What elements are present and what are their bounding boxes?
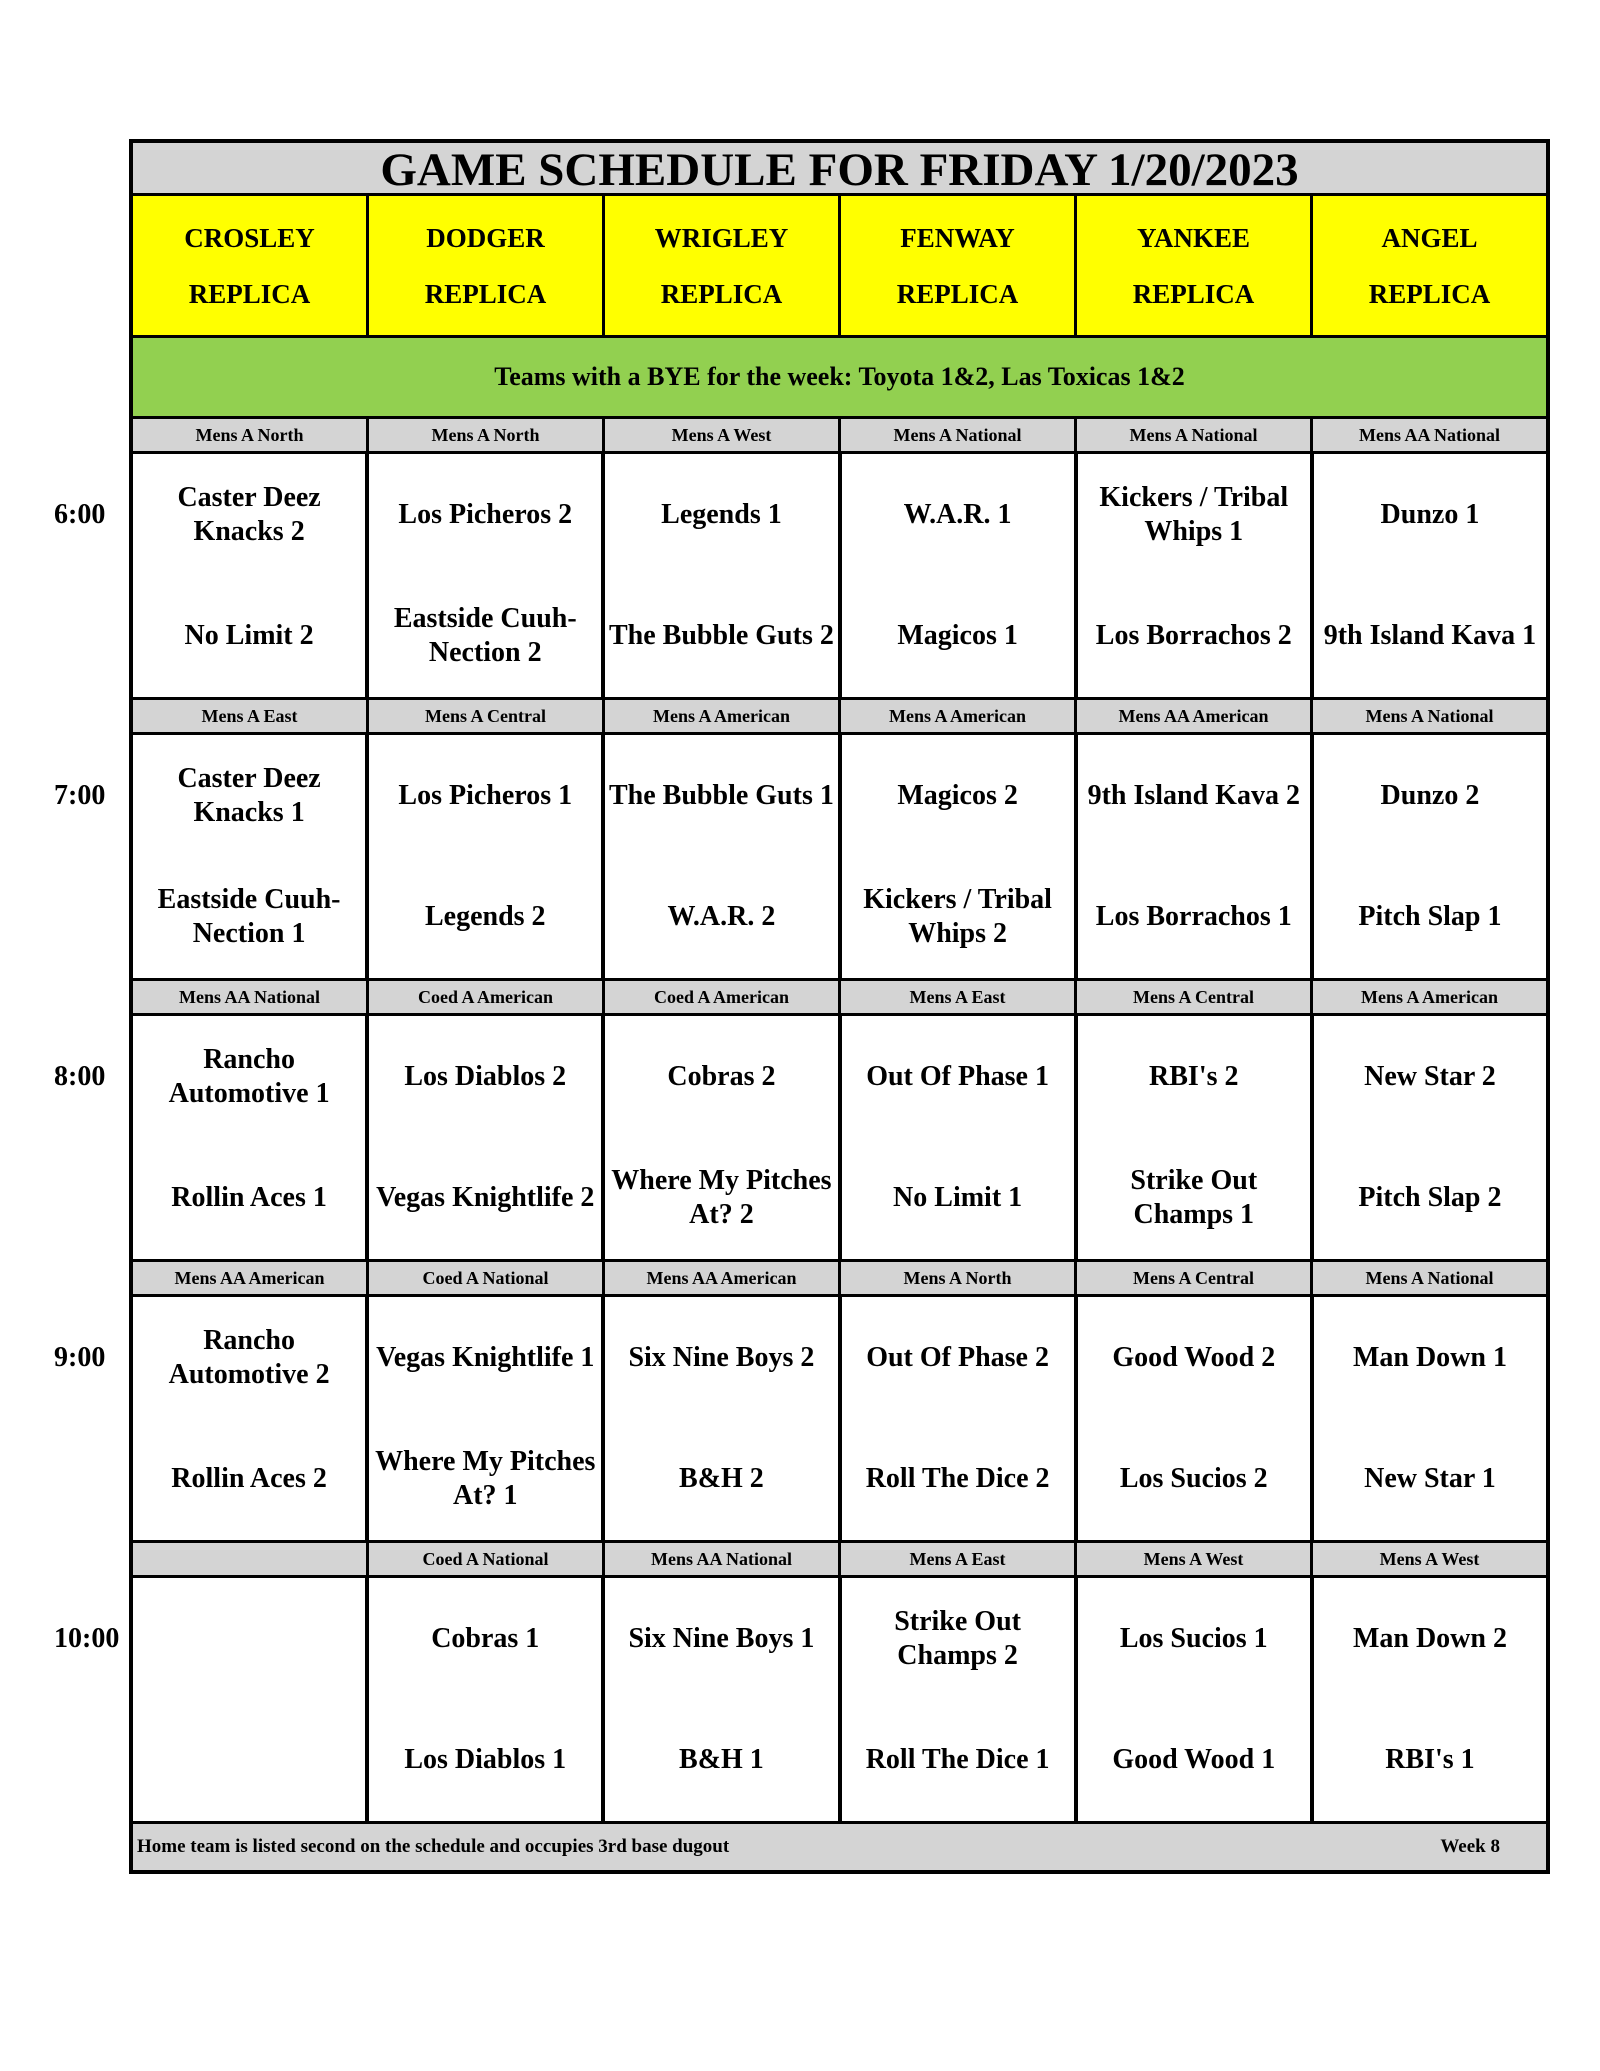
away-team: Vegas Knightlife 1 — [376, 1341, 595, 1373]
home-team: Kickers / Tribal Whips 2 — [863, 884, 1052, 950]
home-team: Los Borrachos 1 — [1095, 901, 1292, 933]
away-team: Rancho Automotive 1 — [168, 1043, 330, 1109]
field-name: FENWAY — [900, 222, 1015, 253]
away-team: Magicos 2 — [897, 779, 1018, 811]
home-team: Los Diablos 1 — [404, 1744, 567, 1776]
division-label: Mens A East — [841, 1543, 1077, 1575]
division-label: Mens A North — [841, 1262, 1077, 1294]
game-cell — [133, 1297, 368, 1540]
division-label: Mens A Central — [369, 700, 605, 732]
division-row — [133, 700, 1546, 735]
game-cell — [133, 735, 368, 978]
game-cell — [368, 735, 604, 978]
away-team: Out Of Phase 1 — [866, 1060, 1049, 1092]
away-team: Cobras 2 — [667, 1060, 776, 1092]
game-row — [133, 1016, 1546, 1262]
footer — [133, 1824, 1546, 1870]
away-team: Man Down 1 — [1352, 1341, 1507, 1373]
home-team: Good Wood 1 — [1112, 1744, 1276, 1776]
home-team: Where My Pitches At? 2 — [611, 1165, 832, 1231]
game-cell — [841, 1016, 1077, 1259]
home-team: B&H 2 — [679, 1463, 764, 1495]
away-team: The Bubble Guts 1 — [609, 779, 834, 811]
away-team: Dunzo 1 — [1380, 498, 1480, 530]
away-team: Los Sucios 1 — [1119, 1622, 1268, 1654]
division-label: Mens A East — [133, 700, 369, 732]
field-sub: REPLICA — [896, 278, 1019, 309]
away-team: Kickers / Tribal Whips 1 — [1099, 481, 1289, 547]
away-team: Strike Out Champs 2 — [894, 1605, 1021, 1671]
home-team: Strike Out Champs 1 — [1130, 1165, 1258, 1231]
division-label: Mens AA National — [133, 981, 369, 1013]
field-name: ANGEL — [1381, 222, 1478, 253]
division-row — [133, 981, 1546, 1016]
away-team: Six Nine Boys 1 — [628, 1622, 815, 1654]
game-cell — [1077, 1578, 1313, 1821]
home-team: Roll The Dice 1 — [865, 1744, 1050, 1776]
game-cell — [1077, 735, 1313, 978]
game-row — [133, 1297, 1546, 1543]
away-team: Legends 1 — [661, 498, 782, 530]
home-team: No Limit 2 — [184, 620, 314, 652]
away-team: Dunzo 2 — [1380, 779, 1480, 811]
home-team: 9th Island Kava 1 — [1323, 620, 1537, 652]
away-team: Caster Deez Knacks 1 — [177, 762, 321, 828]
game-cell — [133, 1016, 368, 1259]
field-angel — [1313, 196, 1546, 335]
home-team: Legends 2 — [424, 901, 546, 933]
away-team: Man Down 2 — [1352, 1622, 1507, 1654]
game-cell — [1313, 735, 1546, 978]
game-cell — [841, 735, 1077, 978]
field-name: WRIGLEY — [654, 222, 789, 253]
game-cell — [368, 1297, 604, 1540]
division-row — [133, 1262, 1546, 1297]
game-cell — [1313, 1578, 1546, 1821]
home-team: Eastside Cuuh-Nection 1 — [157, 884, 341, 950]
away-team: Rancho Automotive 2 — [168, 1324, 330, 1390]
away-team: Good Wood 2 — [1112, 1341, 1276, 1373]
footer-week: Week 8 — [1440, 1836, 1500, 1857]
division-label: Coed A American — [369, 981, 605, 1013]
time-slots — [133, 419, 1546, 1824]
game-cell — [841, 454, 1077, 697]
field-sub: REPLICA — [1132, 278, 1255, 309]
field-name: CROSLEY — [184, 222, 315, 253]
home-team: Rollin Aces 1 — [171, 1182, 327, 1214]
field-name: DODGER — [426, 222, 545, 253]
game-cell — [604, 735, 840, 978]
field-fenway — [841, 196, 1077, 335]
bye-banner: Teams with a BYE for the week: Toyota 1&2, Las Toxicas 1&2 — [133, 338, 1546, 419]
field-sub: REPLICA — [188, 278, 311, 309]
field-sub: REPLICA — [1368, 278, 1491, 309]
division-label: Mens A American — [841, 700, 1077, 732]
field-dodger — [369, 196, 605, 335]
game-row — [133, 735, 1546, 981]
away-team: Cobras 1 — [431, 1622, 540, 1654]
game-row — [133, 1578, 1546, 1824]
home-team — [133, 1700, 365, 1822]
game-cell — [1313, 454, 1546, 697]
division-label: Mens A Central — [1077, 981, 1313, 1013]
game-row — [133, 454, 1546, 700]
away-team: New Star 2 — [1364, 1060, 1496, 1092]
division-label: Mens A West — [605, 419, 841, 451]
home-team: Vegas Knightlife 2 — [376, 1182, 595, 1214]
division-label: Mens A National — [1365, 1268, 1494, 1288]
home-team: Rollin Aces 2 — [171, 1463, 327, 1495]
division-label: Mens A National — [1365, 706, 1494, 726]
division-label: Mens AA American — [133, 1262, 369, 1294]
page-title: GAME SCHEDULE FOR FRIDAY 1/20/2023 — [133, 143, 1546, 196]
division-label: Mens AA American — [1077, 700, 1313, 732]
division-label: Coed A American — [605, 981, 841, 1013]
home-team: Pitch Slap 1 — [1358, 901, 1502, 933]
game-cell — [1077, 454, 1313, 697]
away-team — [133, 1578, 365, 1700]
game-cell — [133, 454, 368, 697]
away-team: Out Of Phase 2 — [866, 1341, 1049, 1373]
footer-note: Home team is listed second on the schedule and occupies 3rd base dugout — [137, 1836, 730, 1857]
division-label: Mens A American — [1361, 987, 1498, 1007]
division-label: Mens A American — [605, 700, 841, 732]
home-team: Where My Pitches At? 1 — [375, 1446, 596, 1512]
schedule-table — [129, 139, 1550, 1874]
field-crosley — [133, 196, 369, 335]
game-cell — [133, 1578, 368, 1821]
division-label: Coed A National — [369, 1262, 605, 1294]
home-team: Los Sucios 2 — [1119, 1463, 1268, 1495]
division-row — [133, 419, 1546, 454]
division-label: Mens A National — [1077, 419, 1313, 451]
away-team: Los Picheros 2 — [398, 498, 573, 530]
division-label: Mens AA American — [605, 1262, 841, 1294]
field-yankee — [1077, 196, 1313, 335]
division-label: Mens A Central — [1077, 1262, 1313, 1294]
division-label: Mens AA National — [605, 1543, 841, 1575]
game-cell — [1077, 1016, 1313, 1259]
away-team: RBI's 2 — [1149, 1060, 1239, 1092]
away-team: Caster Deez Knacks 2 — [177, 481, 321, 547]
field-name: YANKEE — [1136, 222, 1251, 253]
division-label: Mens A West — [1379, 1549, 1480, 1569]
away-team: Six Nine Boys 2 — [628, 1341, 815, 1373]
game-cell — [1313, 1016, 1546, 1259]
field-sub: REPLICA — [660, 278, 783, 309]
home-team: Los Borrachos 2 — [1095, 620, 1292, 652]
game-cell — [604, 1016, 840, 1259]
division-label: Mens AA National — [1358, 425, 1500, 445]
game-cell — [604, 1578, 840, 1821]
field-header-row — [133, 196, 1546, 338]
division-row — [133, 1543, 1546, 1578]
division-label: Mens A West — [1077, 1543, 1313, 1575]
home-team: Eastside Cuuh-Nection 2 — [393, 603, 577, 669]
game-cell — [368, 1016, 604, 1259]
home-team: Pitch Slap 2 — [1358, 1182, 1502, 1214]
game-cell — [604, 1297, 840, 1540]
division-label: Mens A East — [841, 981, 1077, 1013]
division-label: Coed A National — [369, 1543, 605, 1575]
away-team: 9th Island Kava 2 — [1087, 779, 1300, 811]
game-cell — [841, 1578, 1077, 1821]
away-team: W.A.R. 1 — [903, 498, 1012, 530]
division-label: Mens A North — [369, 419, 605, 451]
home-team: RBI's 1 — [1385, 1744, 1475, 1776]
field-sub: REPLICA — [424, 278, 547, 309]
away-team: Los Diablos 2 — [404, 1060, 567, 1092]
division-label: Mens A North — [133, 419, 369, 451]
time-label: 7:00 — [54, 779, 106, 811]
home-team: New Star 1 — [1364, 1463, 1496, 1495]
time-label: 8:00 — [54, 1060, 106, 1092]
home-team: Roll The Dice 2 — [865, 1463, 1050, 1495]
home-team: The Bubble Guts 2 — [609, 620, 834, 652]
away-team: Los Picheros 1 — [398, 779, 573, 811]
home-team: No Limit 1 — [893, 1182, 1023, 1214]
home-team: W.A.R. 2 — [667, 901, 776, 933]
division-label — [133, 1543, 369, 1575]
game-cell — [1077, 1297, 1313, 1540]
field-wrigley — [605, 196, 841, 335]
division-label: Mens A National — [841, 419, 1077, 451]
time-label: 9:00 — [54, 1341, 106, 1373]
game-cell — [841, 1297, 1077, 1540]
game-cell — [368, 1578, 604, 1821]
time-label: 6:00 — [54, 498, 106, 530]
home-team: B&H 1 — [679, 1744, 764, 1776]
time-label: 10:00 — [54, 1622, 120, 1654]
game-cell — [1313, 1297, 1546, 1540]
game-cell — [368, 454, 604, 697]
home-team: Magicos 1 — [897, 620, 1018, 652]
game-cell — [604, 454, 840, 697]
